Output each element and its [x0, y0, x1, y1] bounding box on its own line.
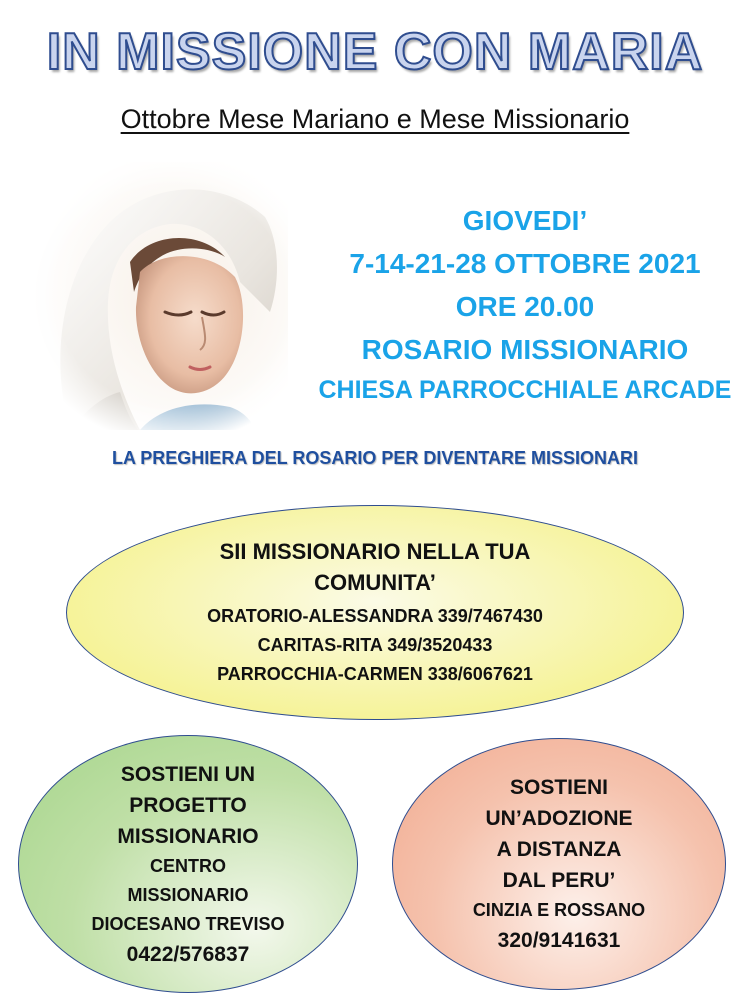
community-contact: ORATORIO-ALESSANDRA 339/7467430 [207, 606, 543, 626]
prayer-tagline: LA PREGHIERA DEL ROSARIO PER DIVENTARE MISSIONARI [111, 448, 639, 468]
event-place: CHIESA PARROCCHIALE ARCADE [318, 376, 732, 404]
project-detail: DIOCESANO TREVISO [91, 913, 285, 934]
community-ellipse [66, 505, 684, 720]
poster-subtitle: Ottobre Mese Mariano e Mese Missionario [120, 104, 630, 134]
project-heading: SOSTIENI UN [120, 762, 256, 786]
project-ellipse [18, 735, 358, 993]
community-heading-1: SII MISSIONARIO NELLA TUA [219, 539, 531, 564]
adoption-heading: DAL PERU’ [502, 869, 616, 892]
event-day: GIOVEDI’ [462, 205, 588, 236]
poster-title: IN MISSIONE CON MARIA [46, 23, 704, 81]
adoption-phone: 320/9141631 [497, 929, 621, 952]
madonna-image [30, 162, 288, 430]
community-heading-2: COMUNITA’ [314, 570, 436, 595]
event-time: ORE 20.00 [455, 291, 595, 322]
project-heading: MISSIONARIO [117, 824, 259, 848]
project-detail: CENTRO [150, 855, 226, 876]
adoption-ellipse [392, 738, 726, 990]
adoption-contact: CINZIA E ROSSANO [472, 900, 646, 920]
adoption-heading: A DISTANZA [496, 838, 622, 861]
community-contact: CARITAS-RITA 349/3520433 [257, 635, 493, 655]
event-dates: 7-14-21-28 OTTOBRE 2021 [349, 248, 701, 279]
adoption-heading: UN’ADOZIONE [485, 807, 633, 830]
community-contact: PARROCCHIA-CARMEN 338/6067621 [217, 664, 533, 684]
project-detail: MISSIONARIO [127, 884, 249, 905]
project-heading: PROGETTO [129, 793, 247, 817]
project-phone: 0422/576837 [126, 942, 250, 966]
event-name: ROSARIO MISSIONARIO [361, 334, 689, 365]
adoption-heading: SOSTIENI [509, 776, 609, 799]
